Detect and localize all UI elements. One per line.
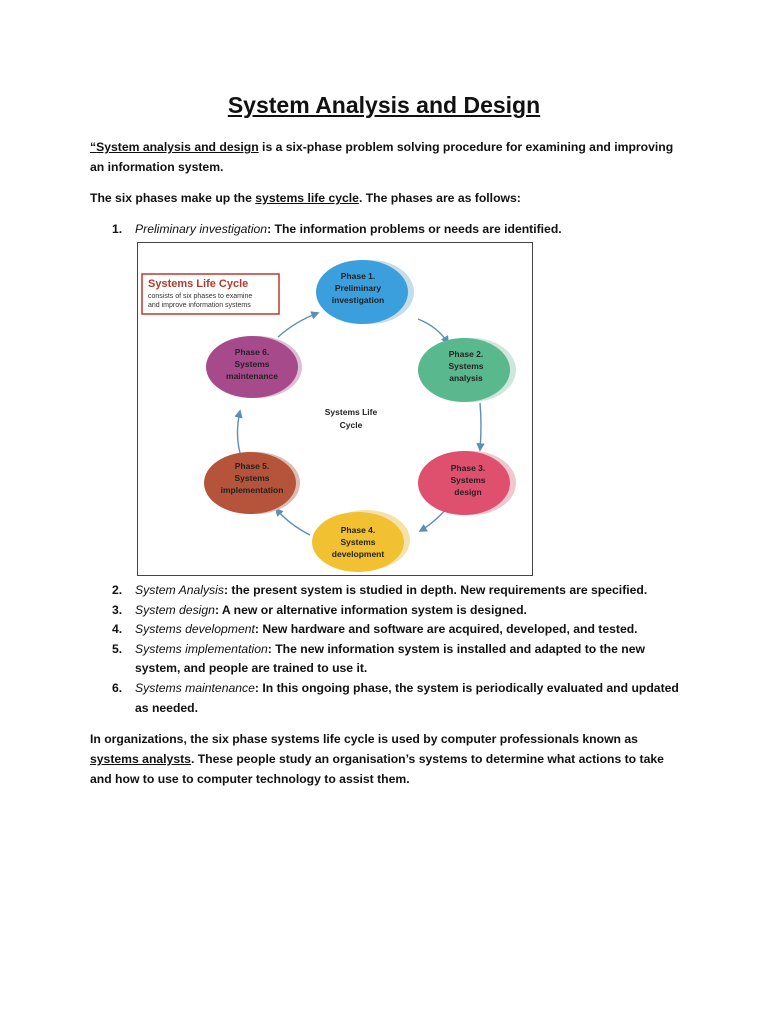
phase-1-line-1: Phase 1. bbox=[340, 271, 376, 281]
phases-intro-pre: The six phases make up the bbox=[90, 191, 256, 205]
phase-3-line-3: design bbox=[454, 487, 482, 497]
intro-rest: is a six-phase problem solving procedure for examining and improving an information system. bbox=[90, 140, 674, 174]
cycle-diagram bbox=[138, 243, 533, 576]
list-item bbox=[90, 220, 680, 240]
list-number: 5. bbox=[112, 641, 123, 656]
legend-line-2: and improve information systems bbox=[148, 302, 251, 309]
phase-1-node bbox=[316, 260, 414, 324]
conclusion-pre: In organizations, the six phase systems life cycle is used by computer professionals known as bbox=[90, 732, 638, 746]
list-number: 3. bbox=[112, 602, 123, 617]
phases-intro-paragraph bbox=[90, 188, 680, 208]
page-title: System Analysis and Design bbox=[227, 92, 541, 118]
legend-title: Systems Life Cycle bbox=[148, 278, 249, 290]
phase-3-line-1: Phase 3. bbox=[450, 463, 486, 473]
phase-2-line-3: analysis bbox=[449, 373, 483, 383]
center-label-line-2: Cycle bbox=[339, 420, 363, 430]
center-label-line-1: Systems Life bbox=[324, 407, 378, 417]
legend-box bbox=[142, 274, 279, 314]
phase-5-node bbox=[204, 452, 300, 514]
phase-name: System design bbox=[135, 602, 215, 617]
list-item bbox=[90, 601, 680, 621]
phase-list-rest bbox=[90, 581, 680, 718]
phase-5-line-3: implementation bbox=[220, 485, 284, 495]
list-item bbox=[90, 620, 680, 640]
list-item bbox=[90, 679, 680, 718]
phase-2-line-1: Phase 2. bbox=[448, 349, 484, 359]
phase-3-node bbox=[418, 451, 516, 515]
list-number: 1. bbox=[112, 222, 123, 236]
phase-name: System Analysis bbox=[135, 583, 224, 597]
phase-desc: : The information problems or needs are identified. bbox=[267, 222, 562, 236]
phase-desc: : A new or alternative information system is designed. bbox=[214, 602, 527, 617]
phase-4-line-1: Phase 4. bbox=[340, 525, 376, 535]
phase-1-line-2: Preliminary bbox=[334, 283, 382, 293]
conclusion-paragraph bbox=[90, 729, 680, 789]
phase-6-node bbox=[206, 336, 302, 398]
conclusion-post: . These people study an organisation’s systems to determine what actions to take and how to use to computer technology to assist them. bbox=[90, 752, 664, 786]
phase-2-line-2: Systems bbox=[448, 361, 484, 371]
intro-quote: “ bbox=[90, 140, 97, 154]
phase-desc: : The new information system is installed and adapted to the new system, and people are trained to use it. bbox=[135, 641, 645, 676]
phase-desc: : New hardware and software are acquired, developed, and tested. bbox=[254, 622, 638, 637]
phase-3-line-2: Systems bbox=[450, 475, 486, 485]
phase-name: Systems maintenance bbox=[135, 680, 255, 695]
phase-6-line-1: Phase 6. bbox=[234, 347, 270, 357]
phase-name: Systems development bbox=[135, 622, 255, 637]
legend-line-1: consists of six phases to examine bbox=[148, 293, 253, 300]
phase-2-node bbox=[418, 338, 516, 402]
systems-life-cycle-figure bbox=[137, 242, 533, 576]
systems-analysts-link: systems analysts bbox=[90, 752, 191, 766]
phase-5-line-1: Phase 5. bbox=[234, 461, 270, 471]
phase-4-line-3: development bbox=[331, 549, 385, 559]
phase-name: Systems implementation bbox=[135, 641, 268, 656]
list-number: 6. bbox=[112, 680, 123, 695]
phase-6-line-2: Systems bbox=[234, 359, 270, 369]
phase-1-line-3: investigation bbox=[331, 295, 385, 305]
list-number: 4. bbox=[112, 622, 123, 637]
phase-4-line-2: Systems bbox=[340, 537, 376, 547]
phase-desc: : In this ongoing phase, the system is periodically evaluated and updated as needed. bbox=[135, 680, 679, 715]
phase-name: Preliminary investigation bbox=[135, 222, 268, 236]
intro-term: System analysis and design bbox=[96, 140, 259, 154]
list-item bbox=[90, 581, 680, 601]
phase-6-line-3: maintenance bbox=[226, 371, 278, 381]
phases-intro-post: . The phases are as follows: bbox=[358, 191, 521, 205]
intro-paragraph bbox=[90, 137, 680, 177]
systems-life-cycle-link: systems life cycle bbox=[255, 191, 359, 205]
list-number: 2. bbox=[112, 583, 123, 597]
list-item bbox=[90, 640, 680, 679]
phase-desc: : the present system is studied in depth. New requirements are specified. bbox=[223, 583, 648, 597]
phase-list-first bbox=[90, 220, 680, 240]
phase-5-line-2: Systems bbox=[234, 473, 270, 483]
